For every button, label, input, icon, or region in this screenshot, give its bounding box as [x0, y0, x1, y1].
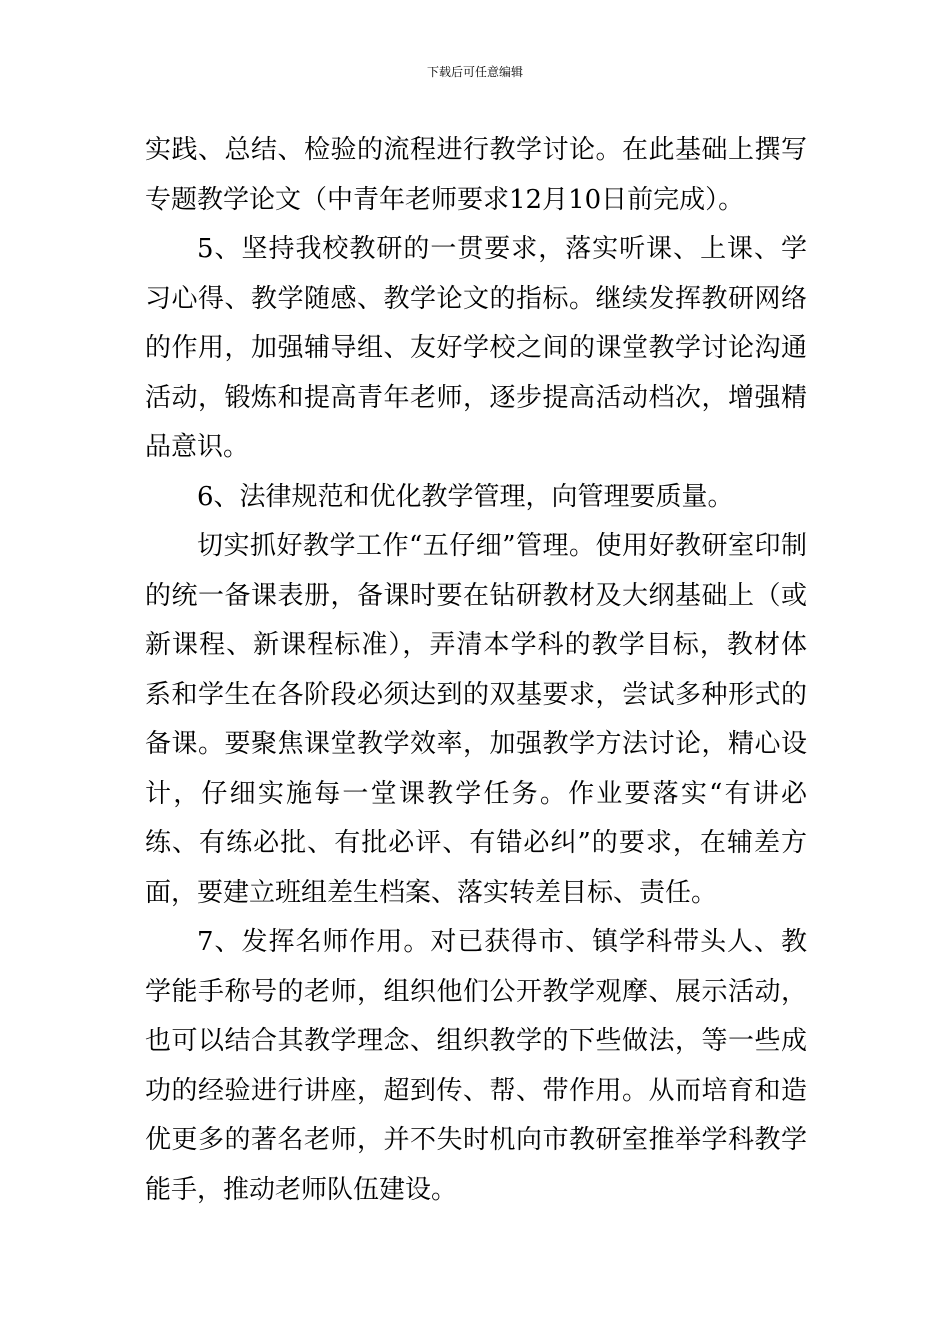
paragraph-continuation: 实践、总结、检验的流程进行教学讨论。在此基础上撰写专题教学论文（中青年老师要求12月10日前完成）。	[145, 135, 807, 215]
page-header: 下载后可任意编辑	[426, 65, 523, 79]
document-body	[145, 126, 807, 1215]
paragraph-item-6-detail: 切实抓好教学工作“五仔细”管理。使用好教研室印制的统一备课表册，备课时要在钻研教材及大纲基础上（或新课程、新课程标准），弄清本学科的教学目标，教材体系和学生在各阶段必须达到的双基要求，尝试多种形式的备课。要聚焦课堂教学效率，加强教学方法讨论，精心设计，仔细实施每一堂课教学任务。作业要落实“有讲必练、有练必批、有批必评、有错必纠”的要求，在辅差方面，要建立班组差生档案、落实转差目标、责任。	[145, 531, 807, 908]
paragraph-item-6: 6、法律规范和优化教学管理，向管理要质量。	[197, 481, 734, 512]
paragraph-item-5: 5、坚持我校教研的一贯要求，落实听课、上课、学习心得、教学随感、教学论文的指标。继续发挥教研网络的作用，加强辅导组、友好学校之间的课堂教学讨论沟通活动，锻炼和提高青年老师，逐步提高活动档次，增强精品意识。	[145, 234, 807, 462]
paragraph-item-7: 7、发挥名师作用。对已获得市、镇学科带头人、教学能手称号的老师，组织他们公开教学观摩、展示活动，也可以结合其教学理念、组织教学的下些做法，等一些成功的经验进行讲座，超到传、帮、带作用。从而培育和造优更多的著名老师，并不失时机向市教研室推举学科教学能手，推动老师队伍建设。	[145, 927, 807, 1205]
